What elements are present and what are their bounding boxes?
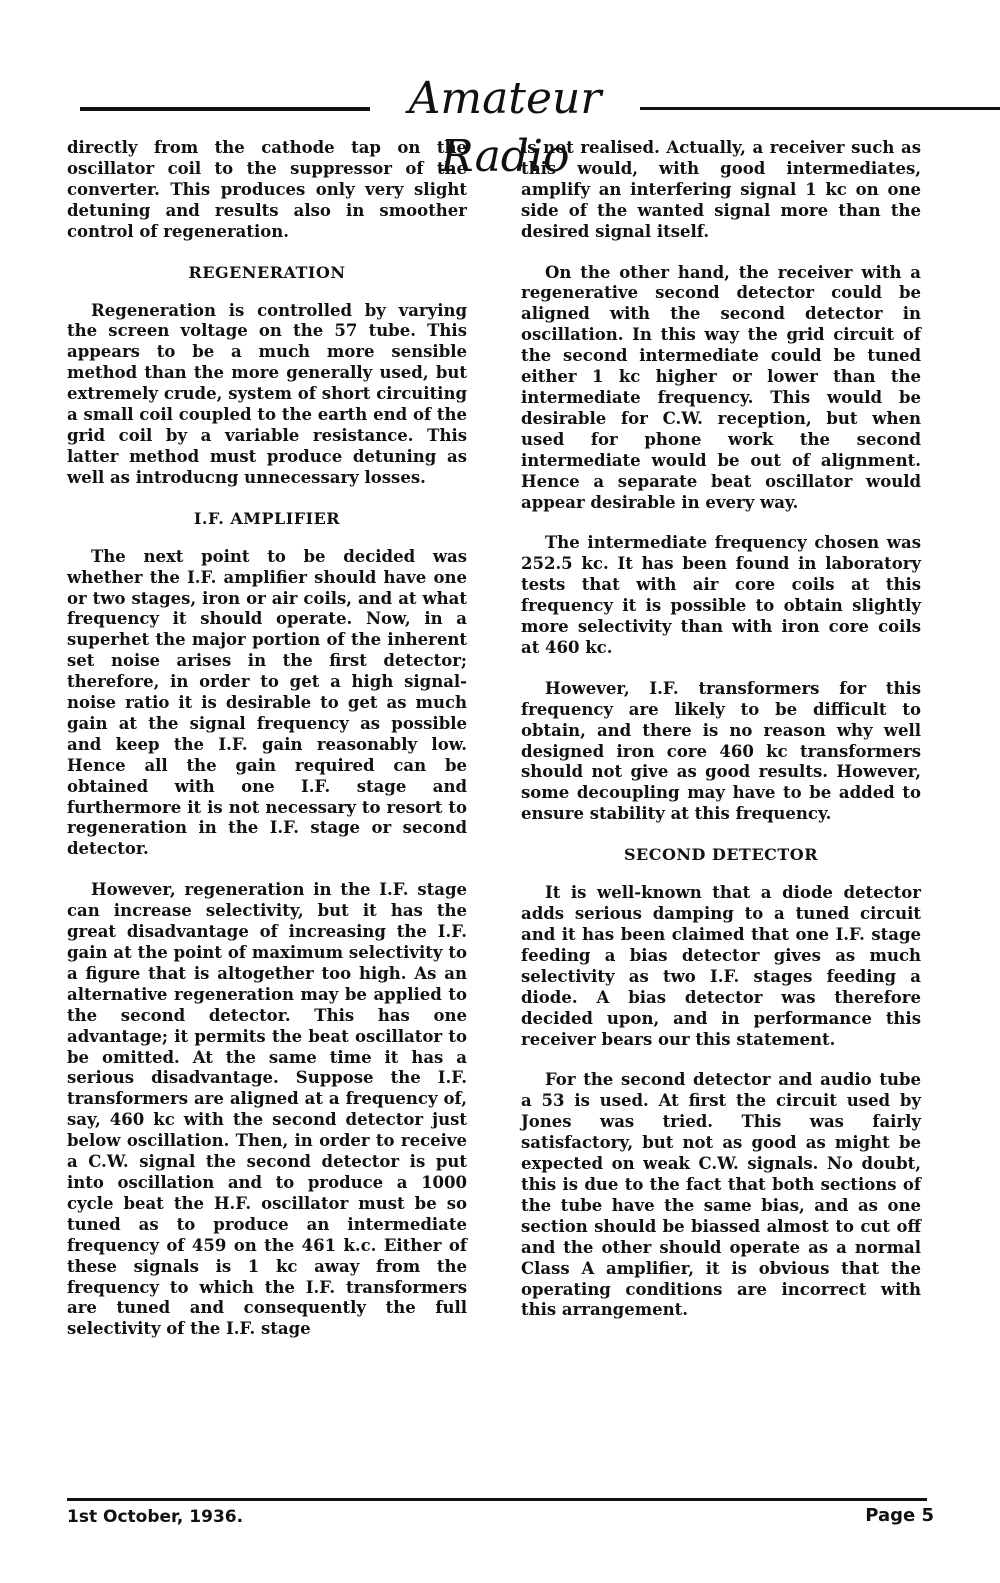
paragraph: However, I.F. transformers for this frequency are likely to be difficult to obtain, and there is no reason why well designed iron core 460 kc transformers should not give as good results. However, some decoupling may have to be added to ensure stability at this frequency.	[521, 678, 921, 824]
masthead	[80, 70, 920, 182]
footer-rule	[67, 1498, 927, 1501]
paragraph: Regeneration is controlled by varying the screen voltage on the 57 tube. This appears to be a much more sensible method than the more generally used, but extremely crude, system of short circuiting a small coil coupled to the earth end of the grid coil by a variable resistance. This latter method must produce detuning as well as introducng unnecessary losses.	[67, 300, 467, 487]
paragraph: For the second detector and audio tube a 53 is used. At first the circuit used by Jones was tried. This was fairly satisfactory, but not as good as might be expected on weak C.W. signals. No doubt, this is due to the fact that both sections of the tube have the same bias, and as one section should be biassed almost to cut off and the other should operate as a normal Class A amplifier, it is obvious that the operating conditions are incorrect with this arrangement.	[521, 1070, 921, 1320]
section-heading-regeneration: REGENERATION	[188, 262, 346, 282]
masthead-rule-right	[640, 107, 1000, 110]
footer-date: 1st October, 1936.	[67, 1507, 244, 1527]
paragraph: is not realised. Actually, a receiver such as this would, with good intermediates, amplify an interfering signal 1 kc on one side of the wanted signal more than the desired signal itself.	[521, 138, 921, 241]
left-column	[67, 138, 467, 1360]
masthead-title: Amateur Radio	[408, 73, 602, 182]
paragraph: It is well-known that a diode detector adds serious damping to a tuned circuit and it has been claimed that one I.F. stage feeding a bias detector gives as much selectivity as two I.F. stages feeding a diode. A bias detector was therefore decided upon, and in performance this receiver bears our this statement.	[521, 883, 921, 1049]
paragraph: On the other hand, the receiver with a regenerative second detector could be aligned with the second detector in oscillation. In this way the grid circuit of the second intermediate could be tuned either 1 kc higher or lower than the intermediate frequency. This would be desirable for C.W. reception, but when used for phone work the second intermediate would be out of alignment. Hence a separate beat oscillator would appear desirable in every way.	[521, 262, 921, 512]
masthead-rule-left	[80, 107, 370, 111]
right-column	[521, 138, 921, 1341]
section-heading-if-amplifier: I.F. AMPLIFIER	[193, 508, 341, 528]
paragraph: The next point to be decided was whether the I.F. amplifier should have one or two stages, iron or air coils, and at what frequency it should operate. Now, in a superhet the major portion of the inherent set noise arises in the first detector; therefore, in order to get a high signal-noise ratio it is desirable to get as much gain at the signal frequency as possible and keep the I.F. gain reasonably low. Hence all the gain required can be obtained with one I.F. stage and furthermore it is not necessary to resort to regeneration in the I.F. stage or second detector.	[67, 546, 467, 859]
paragraph: The intermediate frequency chosen was 252.5 kc. It has been found in laboratory tests that with air core coils at this frequency it is possible to obtain slightly more selectivity than with iron core coils at 460 kc.	[521, 533, 921, 657]
footer-page-number: Page 5	[865, 1505, 934, 1526]
section-heading-second-detector: SECOND DETECTOR	[623, 845, 819, 865]
paragraph: directly from the cathode tap on the oscillator coil to the suppressor of the converter. This produces only very slight detuning and results also in smoother control of regeneration.	[67, 138, 467, 241]
paragraph: However, regeneration in the I.F. stage can increase selectivity, but it has the great disadvantage of increasing the I.F. gain at the point of maximum selectivity to a figure that is altogether too high. As an alternative regeneration may be applied to the second detector. This has one advantage; it permits the beat oscillator to be omitted. At the same time it has a serious disadvantage. Suppose the I.F. transformers are aligned at a frequency of, say, 460 kc with the second detector just below oscillation. Then, in order to receive a C.W. signal the second detector is put into oscillation and to produce a 1000 cycle beat the H.F. oscillator must be so tuned as to produce an intermediate frequency of 459 on the 461 k.c. Either of these signals is 1 kc away from the frequency to which the I.F. transformers are tuned and consequently the full selectivity of the I.F. stage	[67, 880, 467, 1339]
